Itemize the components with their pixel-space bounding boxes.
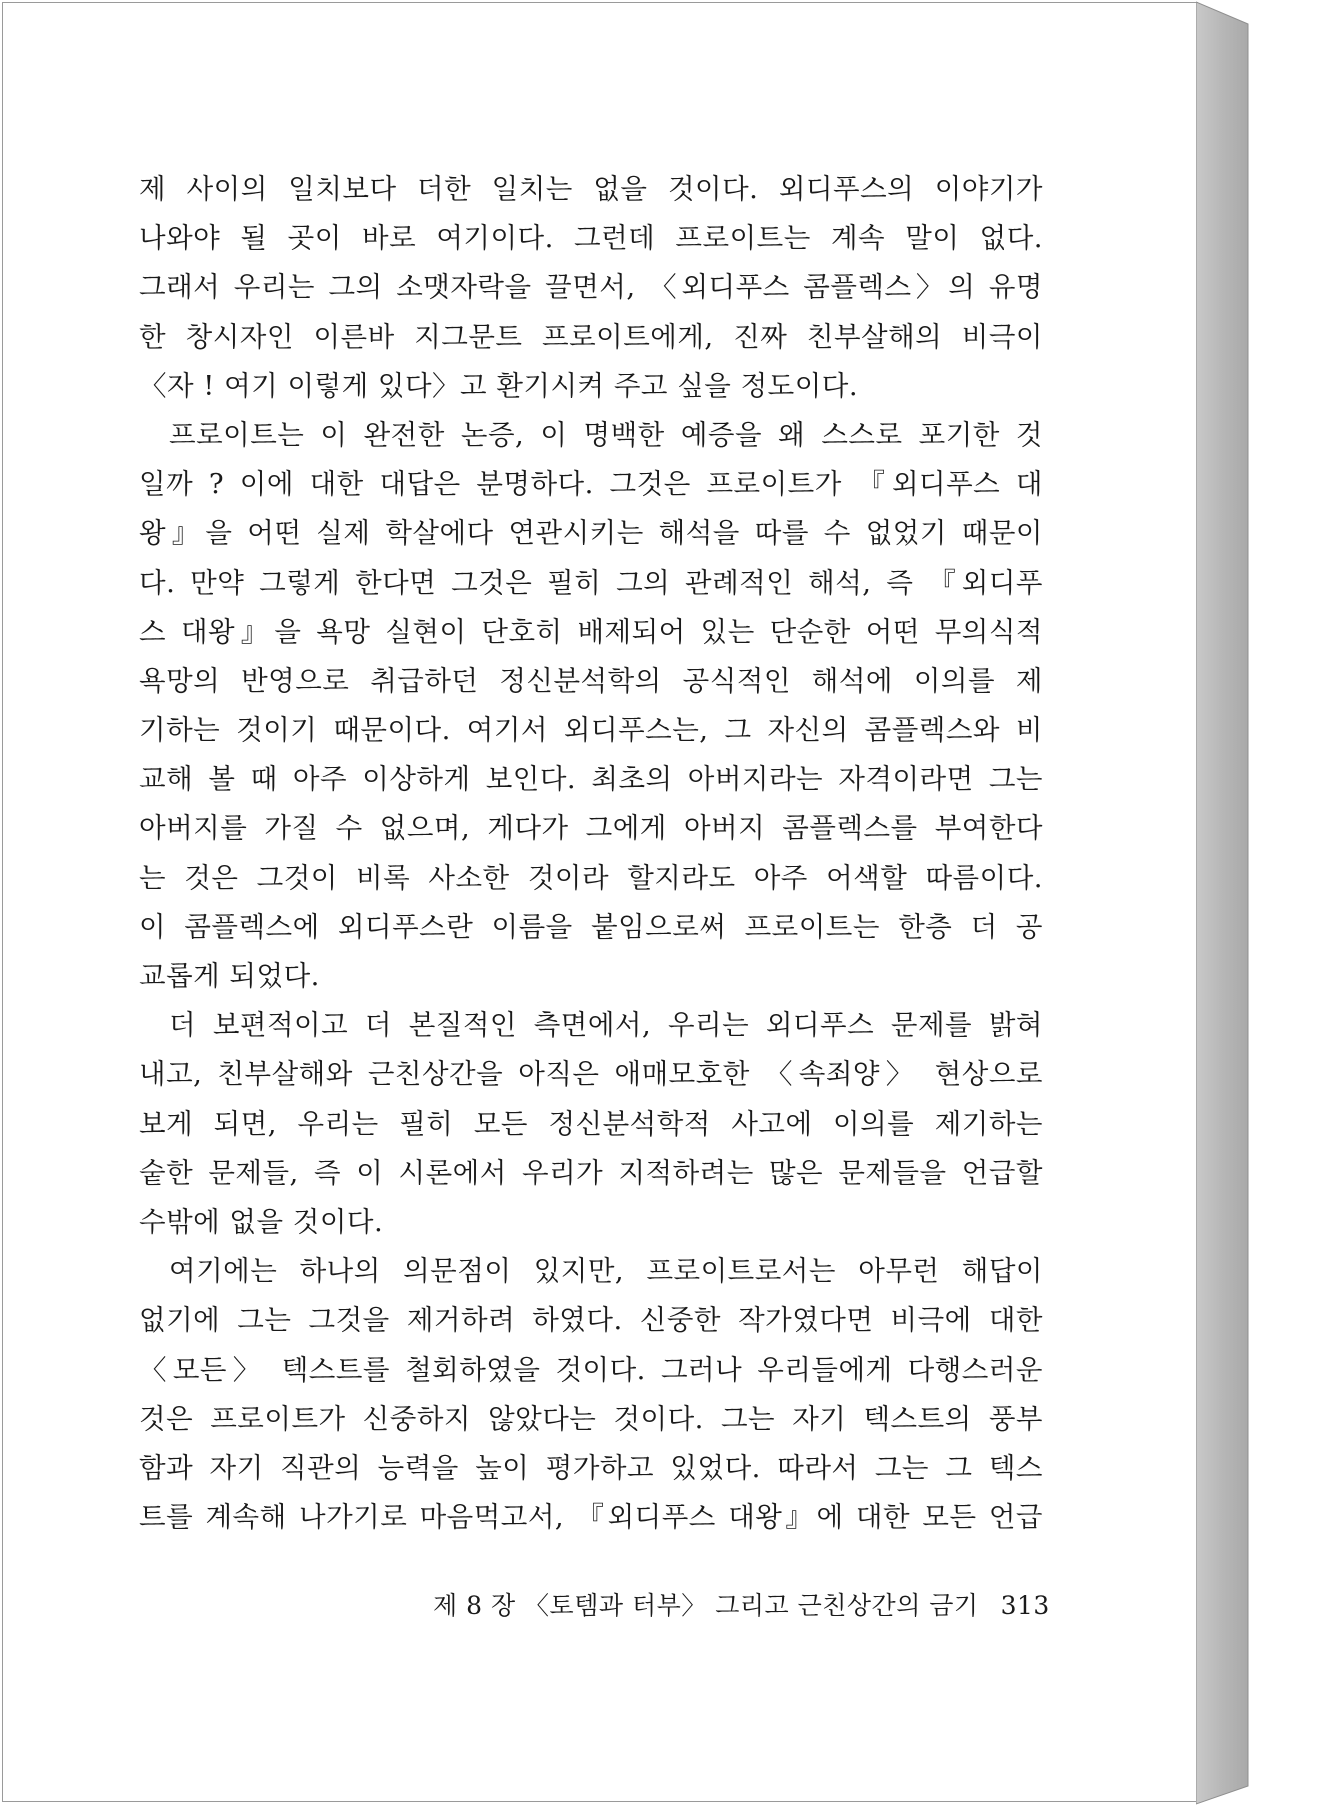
- text-line: 숱한 문제들, 즉 이 시론에서 우리가 지적하려는 많은 문제들을 언급할: [139, 1156, 1043, 1189]
- text-line: 더 보편적이고 더 본질적인 측면에서, 우리는 외디푸스 문제를 밝혀: [169, 1009, 1043, 1042]
- text-line: 제 사이의 일치보다 더한 일치는 없을 것이다. 외디푸스의 이야기가: [139, 173, 1043, 205]
- body-text: [139, 165, 1043, 1542]
- text-line: 〈모든〉 텍스트를 철회하였을 것이다. 그러나 우리들에게 다행스러운: [139, 1353, 1043, 1386]
- text-line: 내고, 친부살해와 근친상간을 아직은 애매모호한 〈속죄양〉 현상으로: [139, 1058, 1043, 1091]
- text-line: 아버지를 가질 수 없으며, 게다가 그에게 아버지 콤플렉스를 부여한다: [139, 812, 1043, 845]
- text-line: 욕망의 반영으로 취급하던 정신분석학의 공식적인 해석에 이의를 제: [139, 664, 1043, 697]
- text-line: 그래서 우리는 그의 소맷자락을 끌면서, 〈외디푸스 콤플렉스〉의 유명: [139, 271, 1043, 304]
- book-page: [2, 2, 1198, 1802]
- text-line: 수밖에 없을 것이다.: [139, 1205, 384, 1238]
- text-line: 교롭게 되었다.: [139, 960, 320, 992]
- running-title: 제 8 장 〈토템과 터부〉 그리고 근친상간의 금기: [433, 1591, 979, 1620]
- text-line: 함과 자기 직관의 능력을 높이 평가하고 있었다. 따라서 그는 그 텍스: [139, 1451, 1043, 1484]
- text-line: 한 창시자인 이른바 지그문트 프로이트에게, 진짜 친부살해의 비극이: [139, 320, 1043, 353]
- text-line: 일까 ? 이에 대한 대답은 분명하다. 그것은 프로이트가 『외디푸스 대: [139, 468, 1043, 501]
- text-line: 나와야 될 곳이 바로 여기이다. 그런데 프로이트는 계속 말이 없다.: [139, 222, 1043, 255]
- text-line: 왕』을 어떤 실제 학살에다 연관시키는 해석을 따를 수 없었기 때문이: [139, 517, 1043, 550]
- text-line: 트를 계속해 나가기로 마음먹고서, 『외디푸스 대왕』에 대한 모든 언급: [139, 1501, 1043, 1534]
- text-line: 여기에는 하나의 의문점이 있지만, 프로이트로서는 아무런 해답이: [169, 1255, 1043, 1288]
- text-line: 프로이트는 이 완전한 논증, 이 명백한 예증을 왜 스스로 포기한 것: [169, 418, 1043, 451]
- text-line: 기하는 것이기 때문이다. 여기서 외디푸스는, 그 자신의 콤플렉스와 비: [139, 714, 1043, 747]
- text-line: 보게 되면, 우리는 필히 모든 정신분석학적 사고에 이의를 제기하는: [139, 1107, 1043, 1140]
- page-footer: [433, 1586, 1050, 1622]
- text-line: 스 대왕』을 욕망 실현이 단호히 배제되어 있는 단순한 어떤 무의식적: [139, 615, 1043, 648]
- text-line: 교해 볼 때 아주 이상하게 보인다. 최초의 아버지라는 자격이라면 그는: [139, 763, 1043, 796]
- text-line: 이 콤플렉스에 외디푸스란 이름을 붙임으로써 프로이트는 한층 더 공: [139, 910, 1043, 943]
- page-stack-edge: [1196, 0, 1322, 1806]
- text-line: 없기에 그는 그것을 제거하려 하였다. 신중한 작가였다면 비극에 대한: [139, 1304, 1043, 1337]
- text-line: 는 것은 그것이 비록 사소한 것이라 할지라도 아주 어색할 따름이다.: [139, 861, 1043, 894]
- text-line: 다. 만약 그렇게 한다면 그것은 필히 그의 관례적인 해석, 즉 『외디푸: [139, 566, 1043, 599]
- text-line: 것은 프로이트가 신중하지 않았다는 것이다. 그는 자기 텍스트의 풍부: [139, 1402, 1043, 1435]
- page-number: 313: [1000, 1591, 1050, 1620]
- text-line: 〈자 ! 여기 이렇게 있다〉고 환기시켜 주고 싶을 정도이다.: [139, 369, 859, 402]
